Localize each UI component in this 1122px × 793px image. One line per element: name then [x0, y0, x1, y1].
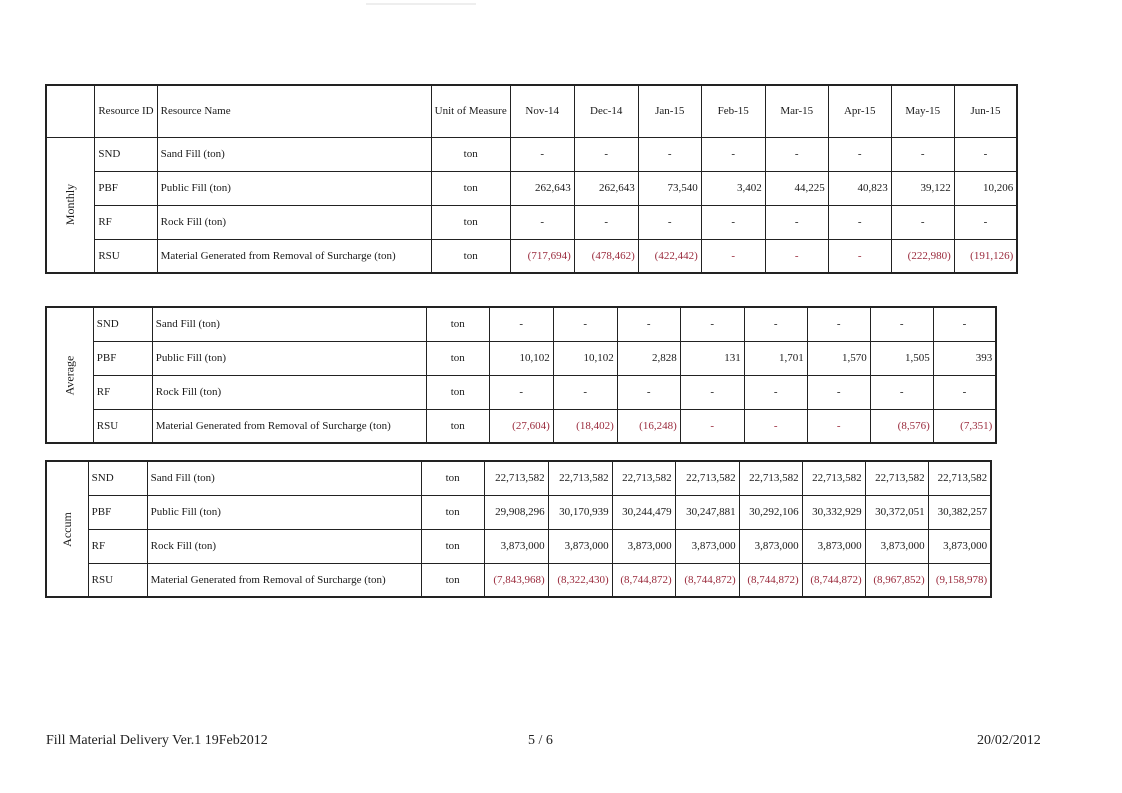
unit-cell: ton: [426, 409, 489, 443]
unit-cell: ton: [426, 341, 489, 375]
value-cell: 22,713,582: [928, 461, 991, 495]
footer-date: 20/02/2012: [977, 733, 1041, 748]
resource-id-cell: PBF: [93, 341, 152, 375]
unit-cell: ton: [421, 495, 484, 529]
value-cell: 39,122: [891, 171, 954, 205]
value-cell: -: [765, 239, 828, 273]
value-cell: 30,247,881: [675, 495, 739, 529]
value-cell: 2,828: [617, 341, 680, 375]
value-cell: -: [828, 239, 891, 273]
value-cell: -: [489, 375, 553, 409]
scan-artifact: [366, 3, 476, 5]
value-cell: 1,570: [807, 341, 870, 375]
section-label-cell: [46, 307, 93, 443]
value-cell: -: [954, 205, 1017, 239]
resource-name-cell: Public Fill (ton): [152, 341, 426, 375]
unit-cell: ton: [431, 239, 510, 273]
header-month: Jan-15: [638, 85, 701, 137]
value-cell: (8,744,872): [802, 563, 865, 597]
value-cell: 22,713,582: [675, 461, 739, 495]
value-cell: -: [765, 137, 828, 171]
value-cell: -: [891, 137, 954, 171]
resource-name-cell: Public Fill (ton): [157, 171, 431, 205]
resource-id-cell: RSU: [95, 239, 157, 273]
value-cell: -: [510, 137, 574, 171]
footer-document-title: Fill Material Delivery Ver.1 19Feb2012: [46, 733, 268, 748]
value-cell: 22,713,582: [484, 461, 548, 495]
value-cell: -: [638, 205, 701, 239]
header-month: Jun-15: [954, 85, 1017, 137]
header-unit-of-measure: Unit of Measure: [431, 85, 510, 137]
section-label-cell: [46, 461, 88, 597]
value-cell: -: [701, 239, 765, 273]
value-cell: 262,643: [510, 171, 574, 205]
value-cell: 10,206: [954, 171, 1017, 205]
unit-cell: ton: [421, 563, 484, 597]
resource-name-cell: Material Generated from Removal of Surcharge (ton): [147, 563, 421, 597]
value-cell: 22,713,582: [802, 461, 865, 495]
table-row: [46, 137, 1017, 171]
value-cell: 30,170,939: [548, 495, 612, 529]
table-row: [46, 239, 1017, 273]
value-cell: 44,225: [765, 171, 828, 205]
table-row: [46, 307, 996, 341]
resource-id-cell: SND: [95, 137, 157, 171]
value-cell: 1,505: [870, 341, 933, 375]
value-cell: (9,158,978): [928, 563, 991, 597]
value-cell: 22,713,582: [739, 461, 802, 495]
header-month: Nov-14: [510, 85, 574, 137]
value-cell: -: [828, 205, 891, 239]
value-cell: 3,873,000: [612, 529, 675, 563]
resource-id-cell: PBF: [88, 495, 147, 529]
resource-id-cell: SND: [93, 307, 152, 341]
header-month: Apr-15: [828, 85, 891, 137]
unit-cell: ton: [421, 461, 484, 495]
unit-cell: ton: [431, 137, 510, 171]
value-cell: 40,823: [828, 171, 891, 205]
resource-name-cell: Rock Fill (ton): [147, 529, 421, 563]
value-cell: -: [680, 375, 744, 409]
section-label-cell: [46, 137, 95, 273]
unit-cell: ton: [421, 529, 484, 563]
header-resource-name: Resource Name: [157, 85, 431, 137]
value-cell: -: [701, 205, 765, 239]
table-row: [46, 171, 1017, 205]
value-cell: -: [617, 375, 680, 409]
value-cell: 1,701: [744, 341, 807, 375]
value-cell: 22,713,582: [548, 461, 612, 495]
header-month: Feb-15: [701, 85, 765, 137]
resource-name-cell: Sand Fill (ton): [147, 461, 421, 495]
value-cell: 3,873,000: [865, 529, 928, 563]
average-table: [45, 306, 997, 444]
resource-name-cell: Material Generated from Removal of Surcharge (ton): [157, 239, 431, 273]
value-cell: (8,967,852): [865, 563, 928, 597]
resource-name-cell: Sand Fill (ton): [157, 137, 431, 171]
table-row: [46, 563, 991, 597]
value-cell: 3,402: [701, 171, 765, 205]
value-cell: -: [638, 137, 701, 171]
value-cell: 262,643: [574, 171, 638, 205]
value-cell: -: [954, 137, 1017, 171]
value-cell: -: [510, 205, 574, 239]
table-row: [46, 461, 991, 495]
value-cell: -: [680, 307, 744, 341]
value-cell: (478,462): [574, 239, 638, 273]
value-cell: -: [489, 307, 553, 341]
value-cell: (8,744,872): [739, 563, 802, 597]
header-corner: [46, 85, 95, 137]
value-cell: -: [744, 375, 807, 409]
value-cell: 3,873,000: [739, 529, 802, 563]
header-resource-id: Resource ID: [95, 85, 157, 137]
table-row: [46, 529, 991, 563]
value-cell: -: [574, 205, 638, 239]
value-cell: (717,694): [510, 239, 574, 273]
header-month: Dec-14: [574, 85, 638, 137]
resource-id-cell: RF: [93, 375, 152, 409]
value-cell: 393: [933, 341, 996, 375]
footer-page-number: 5 / 6: [528, 733, 553, 748]
value-cell: 30,382,257: [928, 495, 991, 529]
table-header-row: [46, 85, 1017, 137]
value-cell: -: [574, 137, 638, 171]
value-cell: -: [807, 375, 870, 409]
value-cell: (8,744,872): [675, 563, 739, 597]
value-cell: 3,873,000: [802, 529, 865, 563]
value-cell: 30,244,479: [612, 495, 675, 529]
resource-name-cell: Rock Fill (ton): [157, 205, 431, 239]
resource-name-cell: Material Generated from Removal of Surcharge (ton): [152, 409, 426, 443]
value-cell: -: [870, 307, 933, 341]
value-cell: -: [701, 137, 765, 171]
value-cell: -: [933, 375, 996, 409]
value-cell: 73,540: [638, 171, 701, 205]
table-row: [46, 205, 1017, 239]
value-cell: 30,292,106: [739, 495, 802, 529]
table-row: [46, 341, 996, 375]
value-cell: 30,372,051: [865, 495, 928, 529]
unit-cell: ton: [426, 307, 489, 341]
value-cell: (7,843,968): [484, 563, 548, 597]
unit-cell: ton: [426, 375, 489, 409]
value-cell: -: [553, 307, 617, 341]
section-label: Accum: [59, 511, 74, 547]
value-cell: 3,873,000: [548, 529, 612, 563]
value-cell: (8,576): [870, 409, 933, 443]
value-cell: (191,126): [954, 239, 1017, 273]
resource-id-cell: RSU: [88, 563, 147, 597]
monthly-table: [45, 84, 1018, 274]
value-cell: (8,744,872): [612, 563, 675, 597]
resource-id-cell: SND: [88, 461, 147, 495]
resource-name-cell: Public Fill (ton): [147, 495, 421, 529]
value-cell: -: [744, 409, 807, 443]
value-cell: 22,713,582: [612, 461, 675, 495]
resource-id-cell: PBF: [95, 171, 157, 205]
value-cell: (8,322,430): [548, 563, 612, 597]
section-label: Average: [62, 355, 77, 395]
value-cell: -: [680, 409, 744, 443]
table-row: [46, 495, 991, 529]
value-cell: (27,604): [489, 409, 553, 443]
header-month: Mar-15: [765, 85, 828, 137]
unit-cell: ton: [431, 205, 510, 239]
resource-name-cell: Rock Fill (ton): [152, 375, 426, 409]
value-cell: 30,332,929: [802, 495, 865, 529]
value-cell: 131: [680, 341, 744, 375]
accum-table: [45, 460, 992, 598]
table-row: [46, 375, 996, 409]
value-cell: 22,713,582: [865, 461, 928, 495]
section-label: Monthly: [63, 184, 78, 226]
value-cell: -: [617, 307, 680, 341]
value-cell: 29,908,296: [484, 495, 548, 529]
value-cell: -: [828, 137, 891, 171]
value-cell: -: [870, 375, 933, 409]
value-cell: -: [807, 409, 870, 443]
value-cell: 3,873,000: [675, 529, 739, 563]
value-cell: -: [807, 307, 870, 341]
header-month: May-15: [891, 85, 954, 137]
value-cell: (16,248): [617, 409, 680, 443]
value-cell: 10,102: [553, 341, 617, 375]
unit-cell: ton: [431, 171, 510, 205]
value-cell: (7,351): [933, 409, 996, 443]
value-cell: -: [744, 307, 807, 341]
value-cell: (422,442): [638, 239, 701, 273]
value-cell: (222,980): [891, 239, 954, 273]
resource-id-cell: RSU: [93, 409, 152, 443]
value-cell: -: [891, 205, 954, 239]
value-cell: -: [765, 205, 828, 239]
resource-name-cell: Sand Fill (ton): [152, 307, 426, 341]
table-row: [46, 409, 996, 443]
value-cell: -: [553, 375, 617, 409]
value-cell: 3,873,000: [484, 529, 548, 563]
value-cell: (18,402): [553, 409, 617, 443]
value-cell: 10,102: [489, 341, 553, 375]
resource-id-cell: RF: [88, 529, 147, 563]
value-cell: 3,873,000: [928, 529, 991, 563]
resource-id-cell: RF: [95, 205, 157, 239]
value-cell: -: [933, 307, 996, 341]
